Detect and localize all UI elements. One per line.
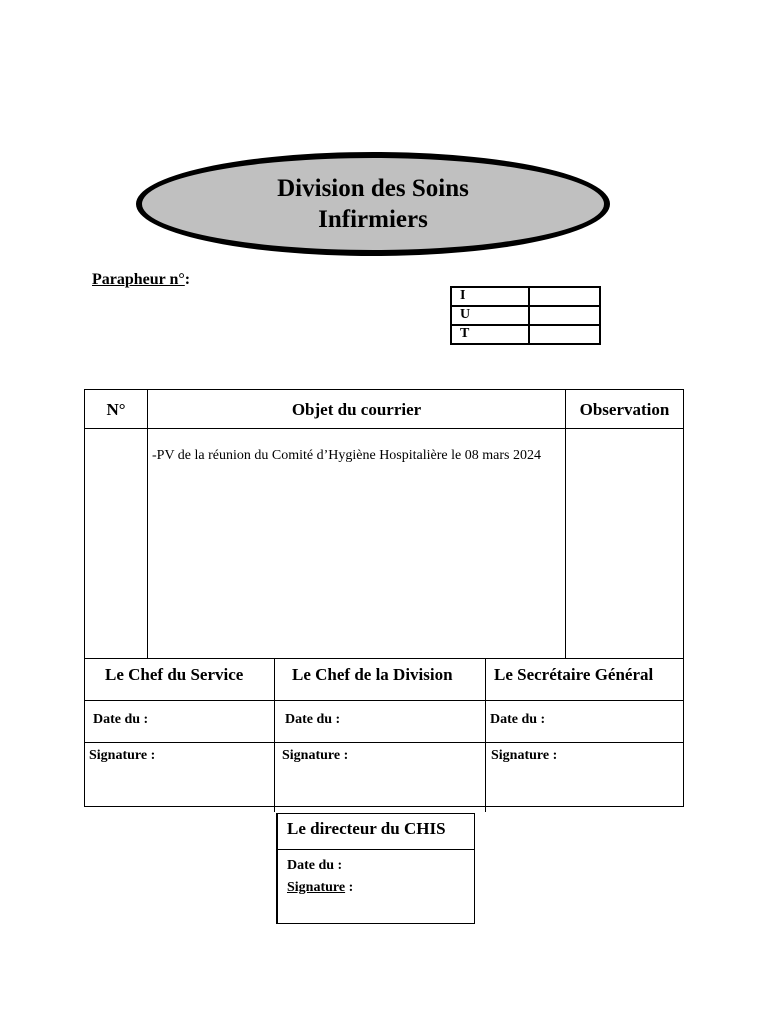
chef-division-signature-label: Signature : <box>282 748 349 763</box>
title-line-2: Infirmiers <box>318 206 428 233</box>
col-header-number: N° <box>106 400 126 419</box>
signature-row-divider <box>85 742 683 743</box>
col-divider <box>565 390 566 658</box>
director-signature-colon: : <box>345 880 354 895</box>
iut-value[interactable] <box>529 325 600 344</box>
director-date-label: Date du : <box>287 858 343 873</box>
header-divider <box>85 428 683 429</box>
parapheur-colon: : <box>184 271 191 288</box>
chef-division-title: Le Chef de la Division <box>292 665 453 684</box>
iut-table <box>450 286 601 345</box>
courrier-table <box>84 389 684 807</box>
iut-value[interactable] <box>529 287 600 306</box>
secretaire-general-signature-label: Signature : <box>491 748 558 763</box>
chef-division-date-label: Date du : <box>285 712 341 727</box>
iut-value[interactable] <box>529 306 600 325</box>
director-title: Le directeur du CHIS <box>287 819 446 838</box>
secretaire-general-date-label: Date du : <box>490 712 546 727</box>
division-title-oval <box>136 152 610 256</box>
chef-service-title: Le Chef du Service <box>105 665 244 684</box>
chef-service-signature-label: Signature : <box>89 748 156 763</box>
sig-col-divider <box>485 658 486 812</box>
signature-section-divider <box>85 658 683 659</box>
secretaire-general-title: Le Secrétaire Général <box>494 665 654 684</box>
col-header-observation: Observation <box>579 400 670 419</box>
iut-row <box>451 287 600 306</box>
iut-label: I <box>451 287 529 306</box>
director-signature-label <box>287 880 353 896</box>
parapheur-label <box>92 271 190 289</box>
director-divider <box>278 849 474 850</box>
iut-row <box>451 325 600 344</box>
director-box <box>276 813 475 924</box>
courrier-object-text: -PV de la réunion du Comité d’Hygiène Hospitalière le 08 mars 2024 <box>152 448 541 463</box>
col-header-object: Objet du courrier <box>291 400 422 419</box>
iut-label: T <box>451 325 529 344</box>
title-line-1: Division des Soins <box>277 175 469 202</box>
director-signature-word: Signature <box>287 880 346 895</box>
chef-service-date-label: Date du : <box>93 712 149 727</box>
col-divider <box>147 390 148 658</box>
iut-label: U <box>451 306 529 325</box>
date-row-divider <box>85 700 683 701</box>
sig-col-divider <box>274 658 275 812</box>
parapheur-text: Parapheur n° <box>92 271 185 288</box>
iut-row <box>451 306 600 325</box>
